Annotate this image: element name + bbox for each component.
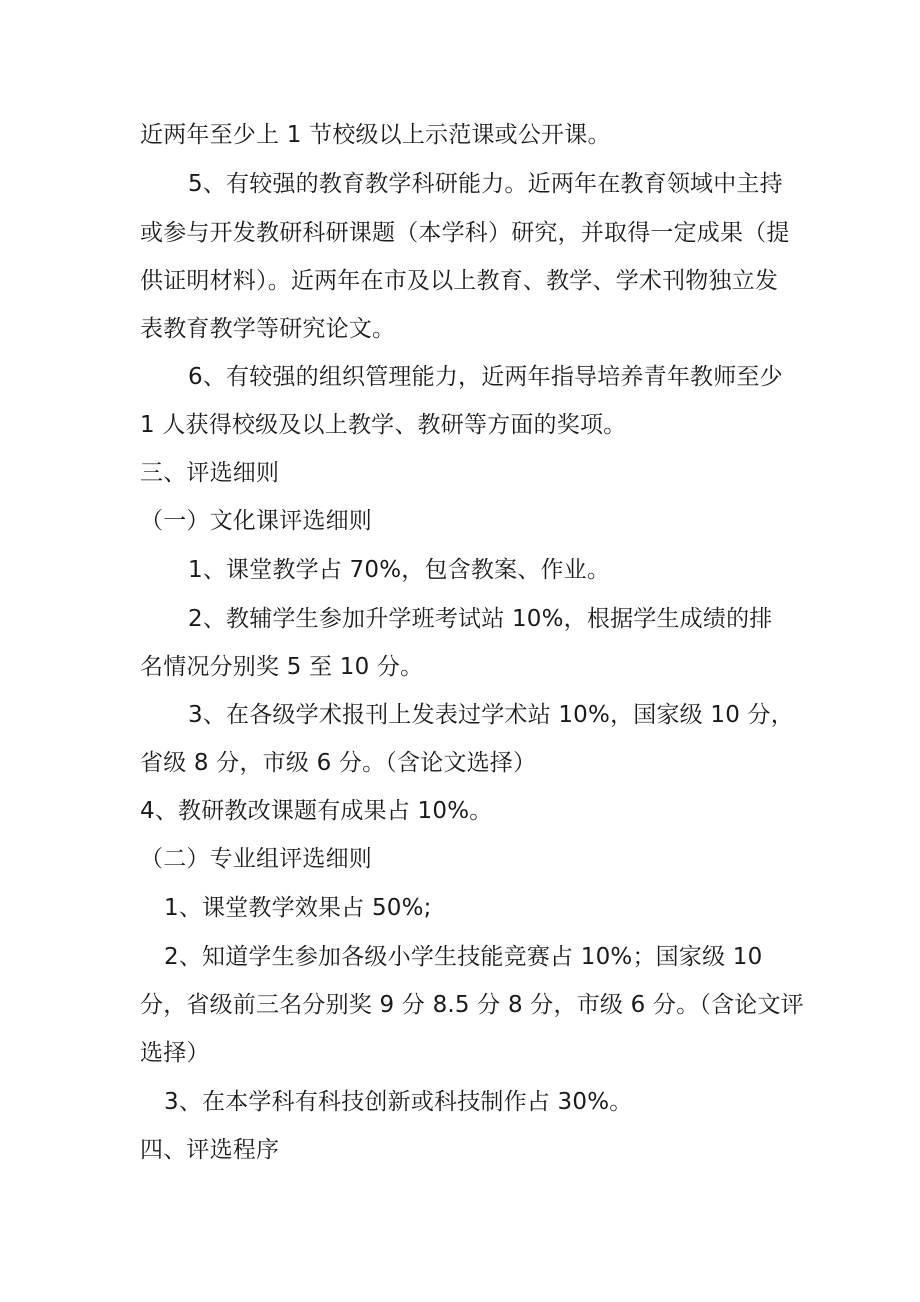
text-line-14: 省级 8 分，市级 6 分。（含论文选择） — [140, 750, 537, 776]
text-line-18: 2、知道学生参加各级小学生技能竞赛占 10%；国家级 10 — [164, 944, 763, 970]
text-line-4: 供证明材料）。近两年在市及以上教育、教学、学术刊物独立发 — [140, 268, 779, 294]
text-line-19: 分，省级前三名分别奖 9 分 8.5 分 8 分，市级 6 分。（含论文评 — [140, 992, 804, 1018]
text-line-10: 1、课堂教学占 70%，包含教案、作业。 — [188, 557, 611, 583]
text-line-7: 1 人获得校级及以上教学、教研等方面的奖项。 — [140, 412, 627, 438]
text-line-21: 3、在本学科有科技创新或科技制作占 30%。 — [164, 1089, 633, 1115]
text-line-15: 4、教研教改课题有成果占 10%。 — [140, 798, 493, 824]
text-line-6: 6、有较强的组织管理能力，近两年指导培养青年教师至少 — [188, 364, 783, 390]
text-line-20: 选择） — [140, 1040, 210, 1066]
text-line-1: 近两年至少上 1 节校级以上示范课或公开课。 — [140, 122, 611, 148]
text-line-11: 2、教辅学生参加升学班考试站 10%，根据学生成绩的排 — [188, 606, 773, 632]
text-line-17: 1、课堂教学效果占 50%; — [164, 895, 432, 921]
text-line-2: 5、有较强的教育教学科研能力。近两年在教育领域中主持 — [188, 171, 783, 197]
section-heading-3: 三、评选细则 — [140, 460, 280, 486]
text-line-12: 名情况分别奖 5 至 10 分。 — [140, 654, 424, 680]
subsection-heading-1: （一）文化课评选细则 — [140, 508, 372, 534]
text-line-5: 表教育教学等研究论文。 — [140, 316, 396, 342]
text-line-3: 或参与开发教研科研课题（本学科）研究，并取得一定成果（提 — [140, 220, 790, 246]
subsection-heading-2: （二）专业组评选细则 — [140, 846, 372, 872]
section-heading-4: 四、评选程序 — [140, 1137, 280, 1163]
text-line-13: 3、在各级学术报刊上发表过学术站 10%，国家级 10 分， — [188, 702, 794, 728]
